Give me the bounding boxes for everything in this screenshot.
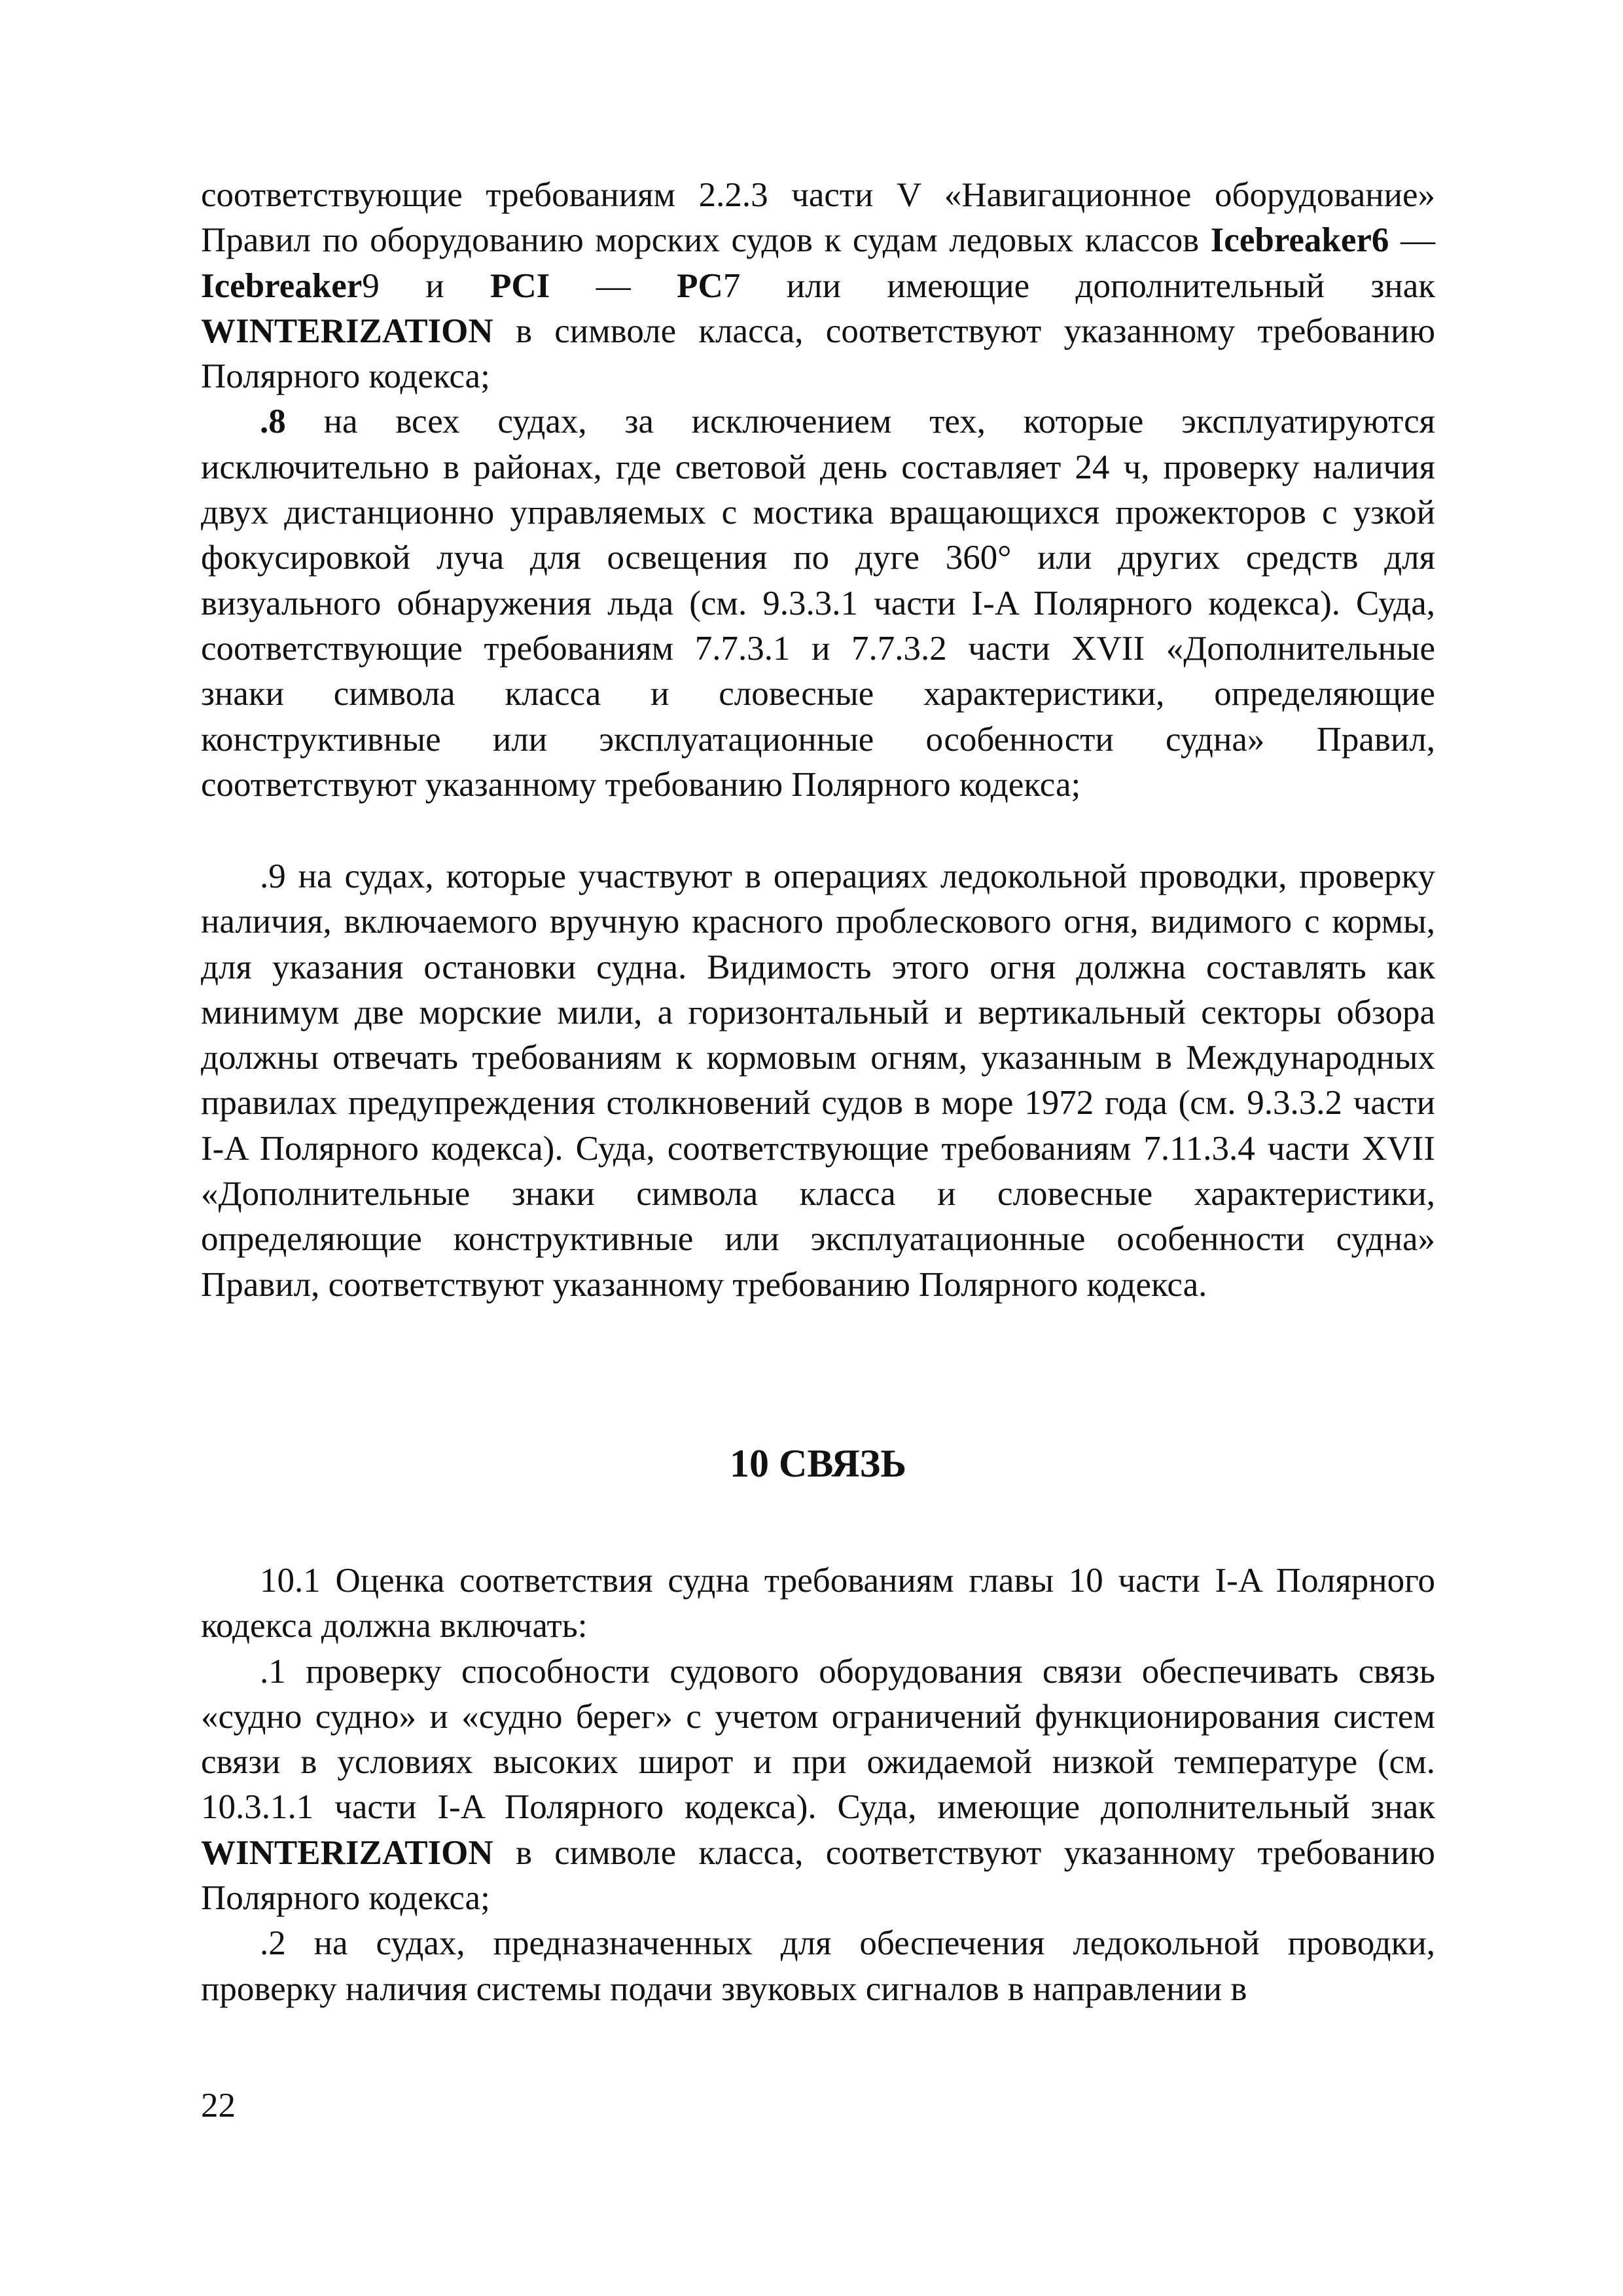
section-heading: 10 СВЯЗЬ bbox=[729, 1442, 907, 1485]
bold-term-icebreaker: Icebreaker bbox=[201, 266, 363, 305]
paragraph-10-1-2 bbox=[201, 1921, 1435, 2012]
text-run: 10.1 Оценка соответствия судна требованиям главы 10 части I-A Полярного кодекса должна включать: bbox=[201, 1562, 1435, 1645]
text-run: на всех судах, за исключением тех, которые эксплуатируются исключительно в районах, где световой день составляет 24 ч, проверку наличия двух дистанционно управляемых с мостика вращающихся прожекторов с узкой фокусировкой луча для освещения по дуге 360° или других средств для визуального обнаружения льда (см. 9.3.3.1 части I-A Полярного кодекса). Суда, соответствующие требованиям 7.7.3.1 и 7.7.3.2 части XVII «Дополнительные знаки символа класса и словесные характеристики, определяющие конструктивные или эксплуатационные особенности судна» Правил, соответствуют указанному требованию Полярного кодекса; bbox=[201, 403, 1435, 804]
text-run: 9 и bbox=[362, 266, 491, 305]
text-run: 7 или имеющие дополнительный знак bbox=[722, 266, 1435, 305]
bold-term-winterization: WINTERIZATION bbox=[201, 312, 493, 350]
paragraph-10-1 bbox=[201, 1558, 1435, 1649]
text-run: .1 проверку способности судового оборудования связи обеспечивать связь «судно судно» и «судно берег» с учетом ограничений функционирования систем связи в условиях высоких широт и при ожидаемой низкой температуре (см. 10.3.1.1 части I-A Полярного кодекса). Суда, имеющие дополнительный знак bbox=[201, 1652, 1435, 1827]
text-run: соответствующие требованиям 2.2.3 части V «Навигационное оборудование» Правил по оборудованию морских судов к судам ледовых классов bbox=[201, 176, 1435, 260]
bold-term-winterization: WINTERIZATION bbox=[201, 1833, 493, 1872]
paragraph-item-8 bbox=[201, 399, 1435, 808]
paragraph-10-1-1 bbox=[201, 1649, 1435, 1922]
text-run: .2 на судах, предназначенных для обеспечения ледокольной проводки, проверку наличия системы подачи звуковых сигналов в направлении в bbox=[201, 1924, 1435, 2008]
paragraph-ice-classes bbox=[201, 173, 1435, 399]
bold-term-pci: PCI bbox=[490, 266, 550, 305]
item-number: .8 bbox=[260, 403, 286, 441]
section-10-block bbox=[201, 1558, 1435, 2012]
text-run: .9 на судах, которые участвуют в операциях ледокольной проводки, проверку наличия, включаемого вручную красного проблескового огня, видимого с кормы, для указания остановки судна. Видимость этого огня должна составлять как минимум две морские мили, а горизонтальный и вертикальный секторы обзора должны отвечать требованиям к кормовым огням, указанным в Международных правилах предупреждения столкновений судов в море 1972 года (см. 9.3.3.2 части I-A Полярного кодекса). Суда, соответствующие требованиям 7.11.3.4 части XVII «Дополнительные знаки символа класса и словесные характеристики, определяющие конструктивные или эксплуатационные особенности судна» Правил, соответствуют указанному требованию Полярного кодекса. bbox=[201, 857, 1435, 1304]
page-number: 22 bbox=[201, 2087, 236, 2125]
text-run: — bbox=[550, 266, 677, 305]
bold-term-pc: PC bbox=[677, 266, 723, 305]
text-run: — bbox=[1389, 221, 1435, 260]
text-run: в символе класса, соответствуют указанному требованию Полярного кодекса; bbox=[201, 1833, 1435, 1918]
text-run: в символе класса, соответствуют указанному требованию Полярного кодекса; bbox=[201, 312, 1435, 396]
continuation-block bbox=[201, 173, 1435, 808]
bold-term-icebreaker6: Icebreaker6 bbox=[1210, 221, 1389, 260]
paragraph-item-9 bbox=[201, 854, 1435, 1308]
item-9-block bbox=[201, 854, 1435, 1308]
